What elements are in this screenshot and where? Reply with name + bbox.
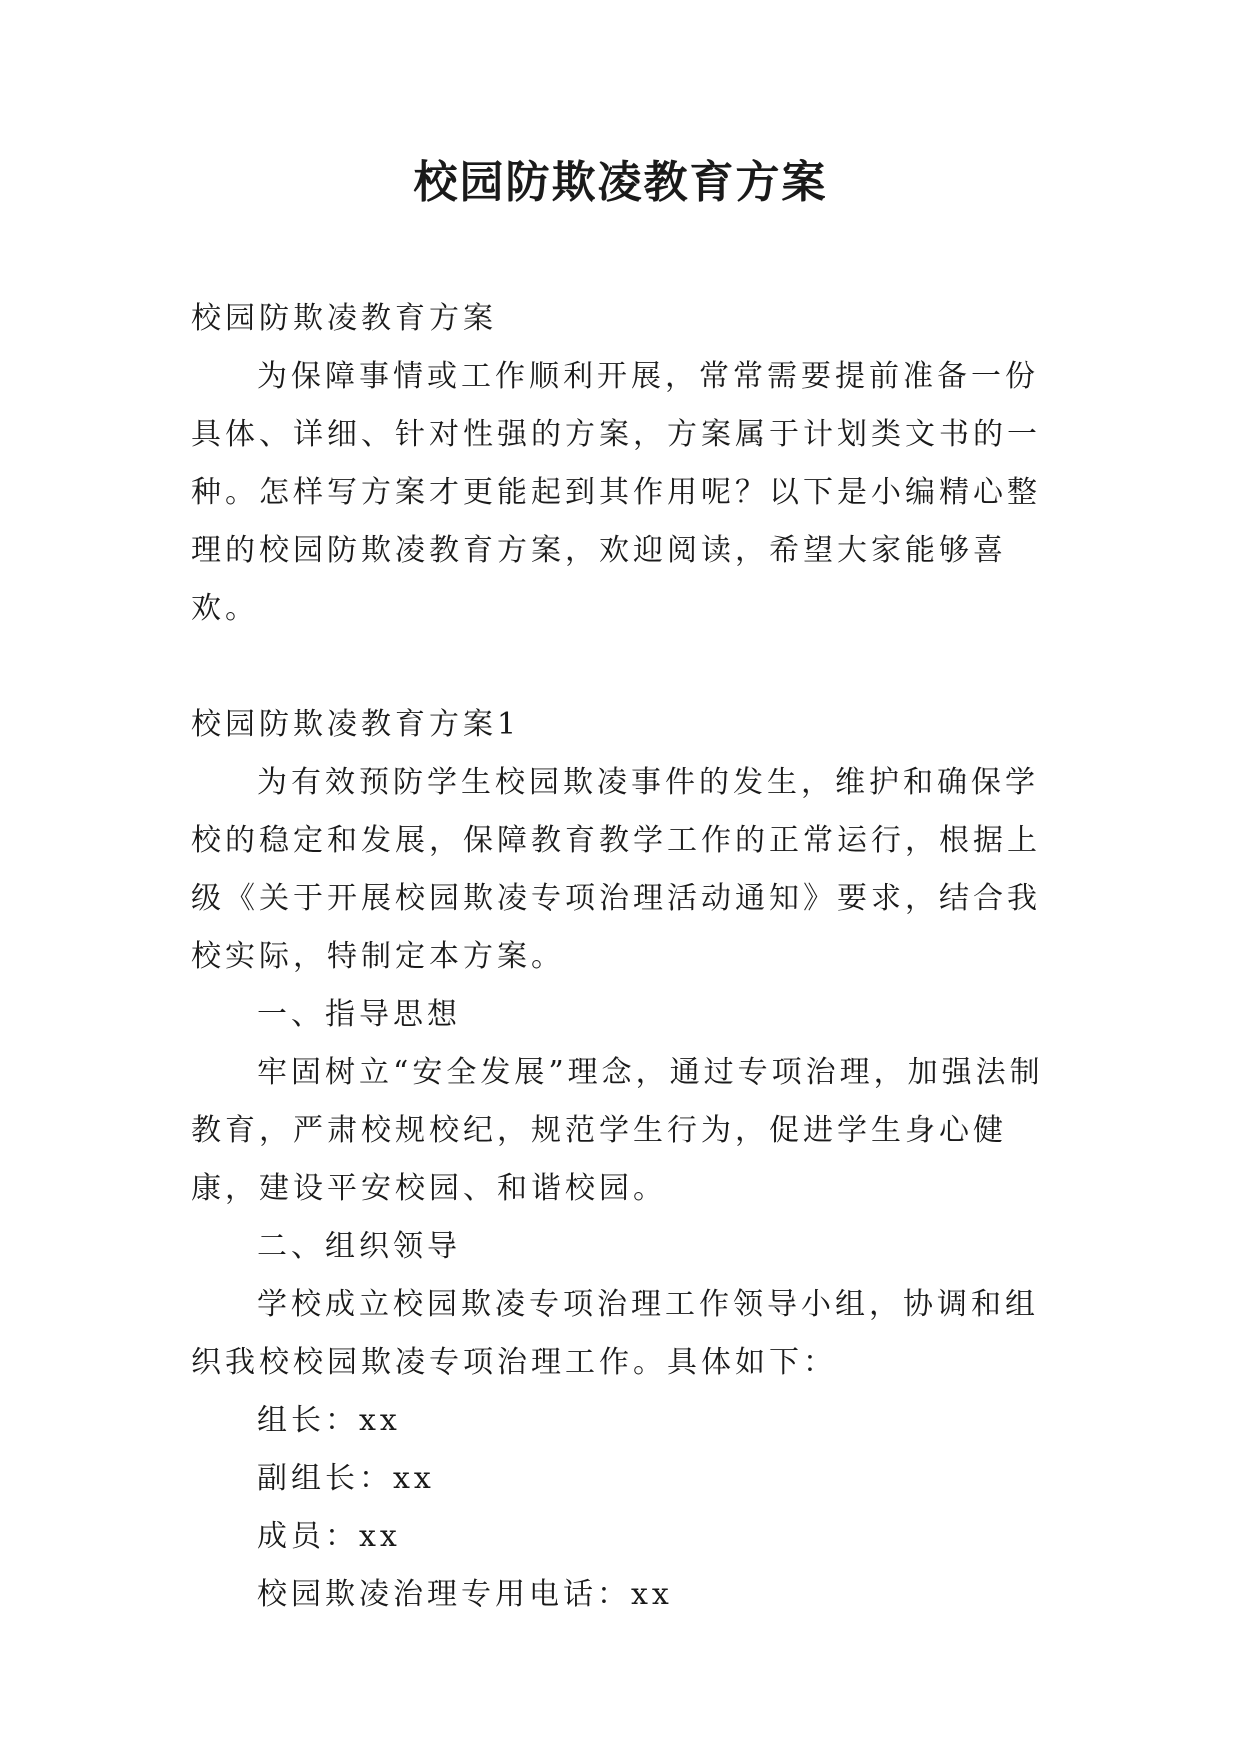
members-line: 成员：xx [257,1519,401,1554]
organization-heading: 二、组织领导 [257,1229,461,1264]
section-1-paragraph: 为有效预防学生校园欺凌事件的发生，维护和确保学校的稳定和发展，保障教育教学工作的正常运行，根据上级《关于开展校园欺凌专项治理活动通知》要求，结合我校实际，特制定本方案。 [191,765,1041,974]
hotline-line: 校园欺凌治理专用电话：xx [257,1577,673,1612]
organization-paragraph: 学校成立校园欺凌专项治理工作领导小组，协调和组织我校校园欺凌专项治理工作。具体如下： [191,1287,1039,1380]
team-leader-line: 组长：xx [257,1403,401,1438]
guiding-ideology-heading: 一、指导思想 [257,997,461,1032]
document-body [191,290,1071,1624]
intro-paragraph: 为保障事情或工作顺利开展，常常需要提前准备一份具体、详细、针对性强的方案，方案属于计划类文书的一种。怎样写方案才更能起到其作用呢？以下是小编精心整理的校园防欺凌教育方案，欢迎阅读，希望大家能够喜欢。 [191,359,1041,626]
section-1-heading: 校园防欺凌教育方案1 [191,707,521,742]
intro-heading: 校园防欺凌教育方案 [191,301,497,336]
deputy-leader-line: 副组长：xx [257,1461,435,1496]
document-title: 校园防欺凌教育方案 [413,157,828,208]
guiding-ideology-paragraph: 牢固树立“安全发展”理念，通过专项治理，加强法制教育，严肃校规校纪，规范学生行为，促进学生身心健康，建设平安校园、和谐校园。 [191,1055,1044,1206]
